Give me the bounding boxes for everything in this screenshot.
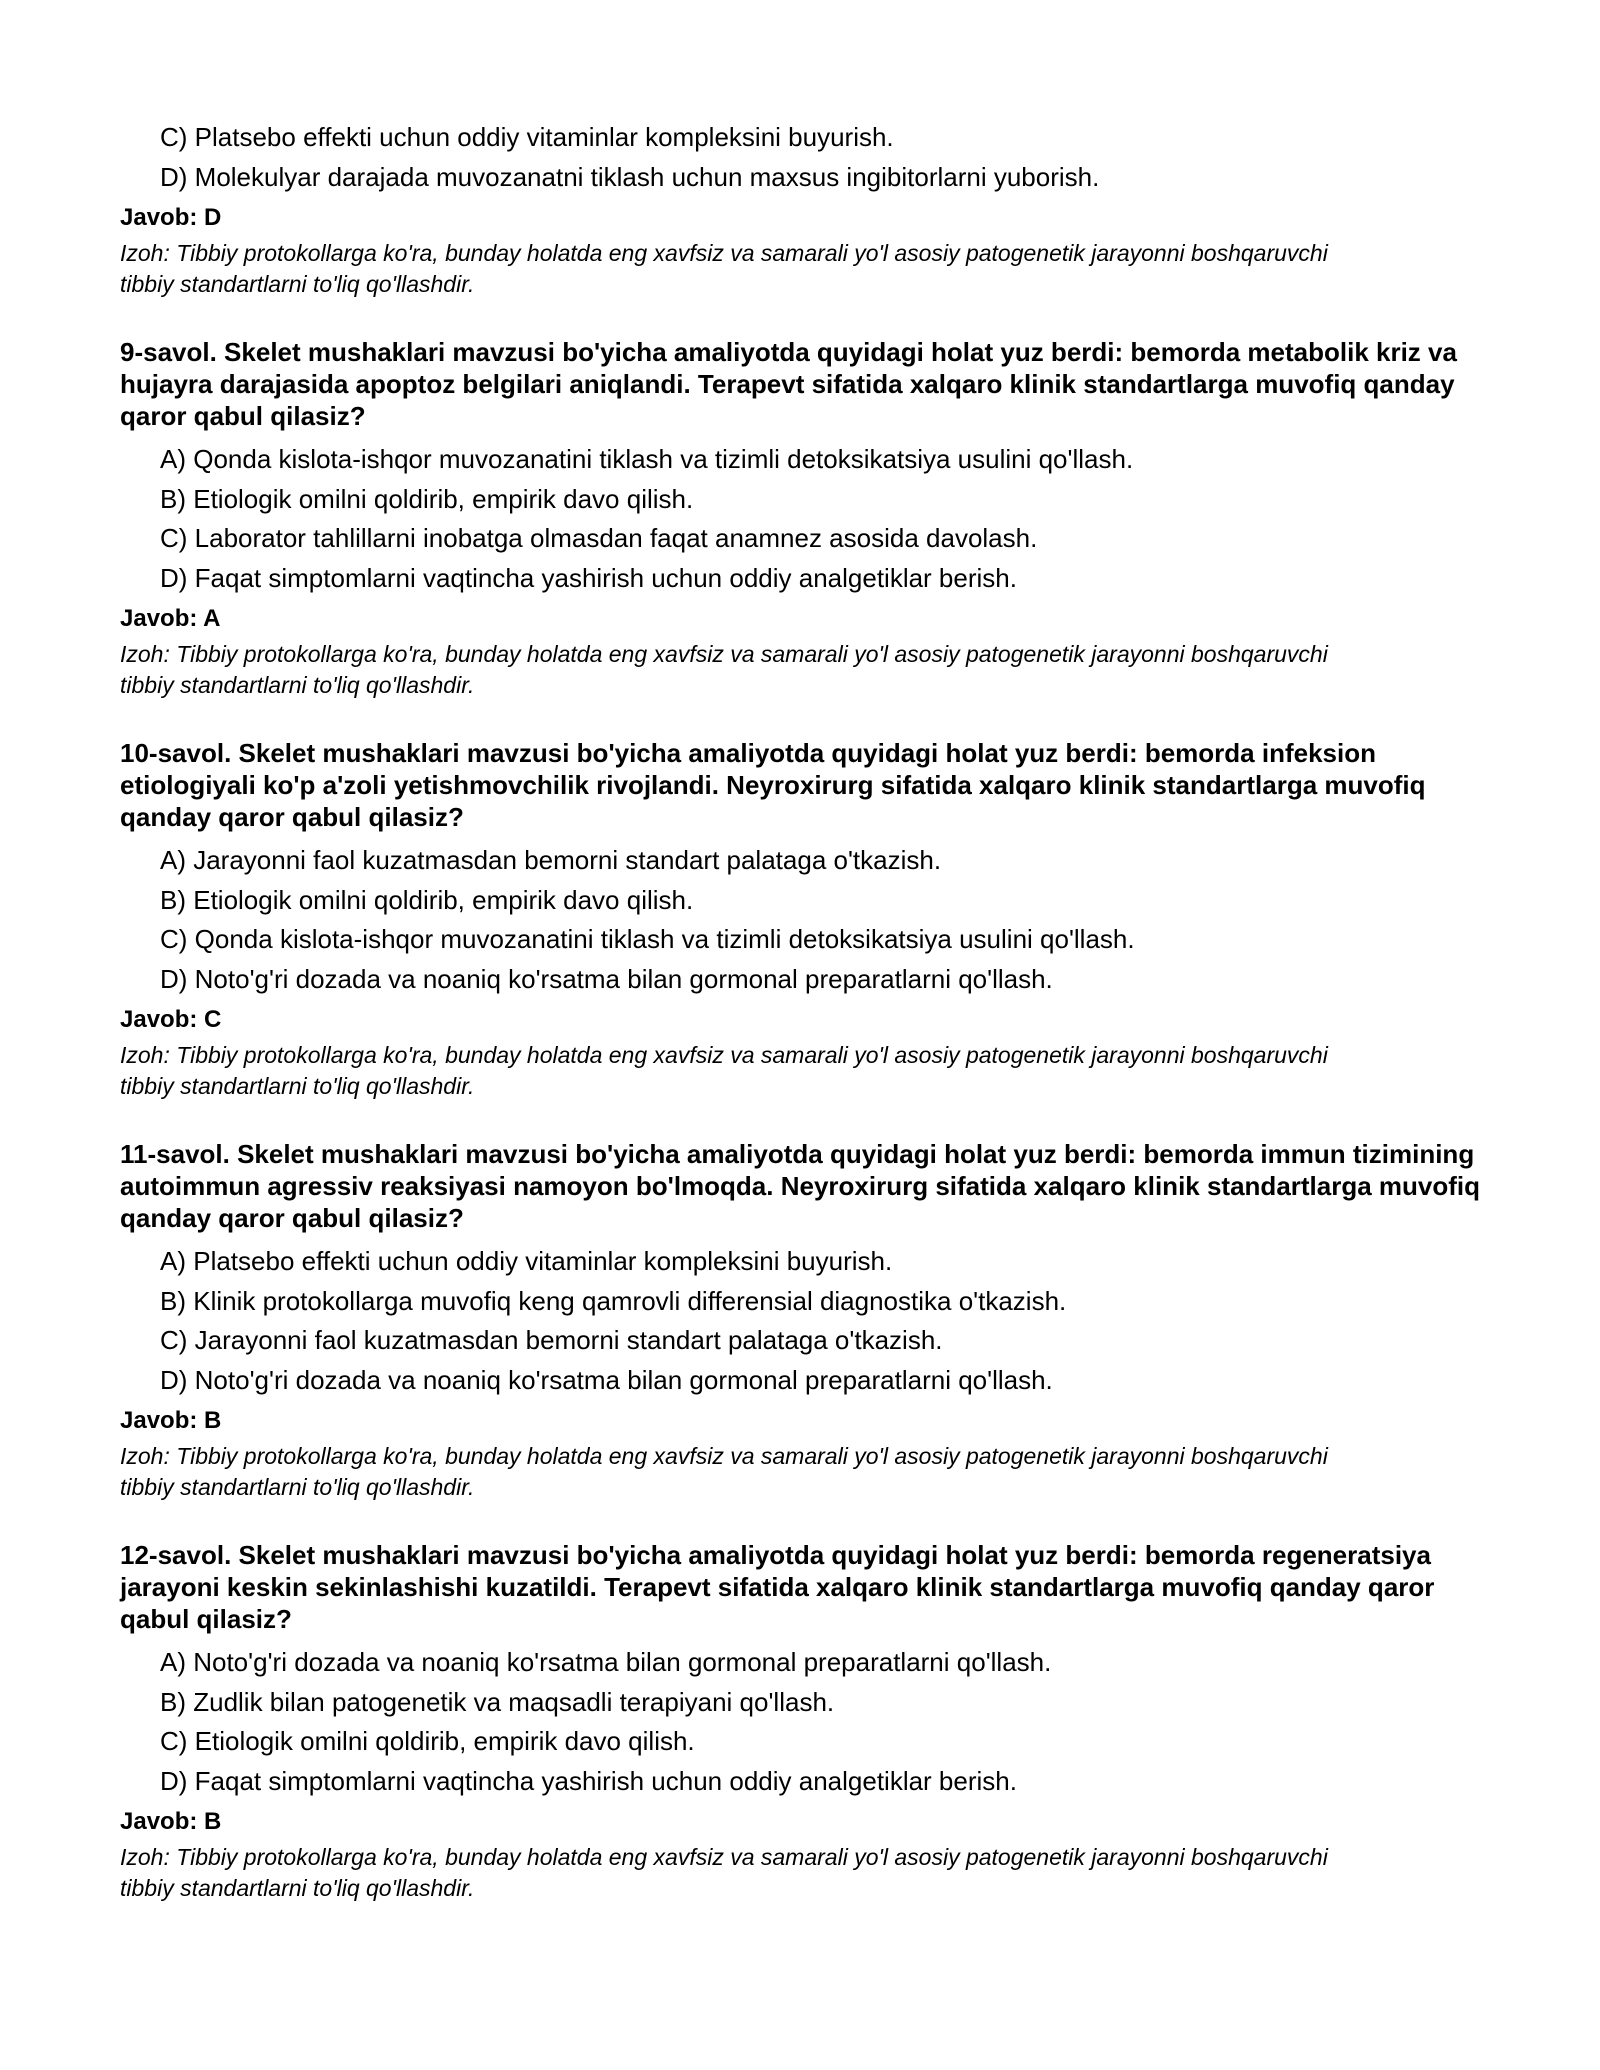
question-12 [120,1539,1500,1904]
option-c: C) Etiologik omilni qoldirib, empirik davo qilish. [160,1726,695,1756]
option-d: D) Faqat simptomlarni vaqtincha yashirish uchun oddiy analgetiklar berish. [160,1765,1017,1796]
option-d: D) Molekulyar darajada muvozanatni tiklash uchun maxsus ingibitorlarni yuborish. [160,161,1100,192]
question-title: 11-savol. Skelet mushaklari mavzusi bo'yicha amaliyotda quyidagi holat yuz berdi: bemorda immun tizimining autoimmun agressiv reaksiyasi namoyon bo'lmoqda. Neyroxirurg sifatida xalqaro klinik standartlarga muvofiq qanday qaror qabul qilasiz? [120,1139,1481,1233]
question-title: 10-savol. Skelet mushaklari mavzusi bo'yicha amaliyotda quyidagi holat yuz berdi: bemorda infeksion etiologiyali ko'p a'zoli yetishmovchilik rivojlandi. Neyroxirurg sifatida xalqaro klinik standartlarga muvofiq qanday qaror qabul qilasiz? [120,738,1426,832]
option-d: D) Noto'g'ri dozada va noaniq ko'rsatma bilan gormonal preparatlarni qo'llash. [160,1364,1053,1395]
answer-label: Javob: A [120,605,221,632]
question-title: 12-savol. Skelet mushaklari mavzusi bo'yicha amaliyotda quyidagi holat yuz berdi: bemorda regeneratsiya jarayoni keskin sekinlashishi kuzatildi. Terapevt sifatida xalqaro klinik standartlarga muvofiq qanday qaror qabul qilasiz? [120,1540,1435,1634]
option-a: A) Jarayonni faol kuzatmasdan bemorni standart palataga o'tkazish. [160,845,942,875]
explanation-note: Izoh: Tibbiy protokollarga ko'ra, bunday holatda eng xavfsiz va samarali yo'l asosiy patogenetik jarayonni boshqaruvchi tibbiy standartlarni to'liq qo'llashdir. [120,240,1328,297]
answer-label: Javob: B [120,1407,222,1434]
question-11 [120,1138,1500,1503]
answer-label: Javob: B [120,1808,222,1835]
option-c: C) Platsebo effekti uchun oddiy vitaminlar kompleksini buyurish. [160,122,894,152]
question-10 [120,737,1500,1102]
option-c: C) Laborator tahlillarni inobatga olmasdan faqat anamnez asosida davolash. [160,523,1038,553]
answer-label: Javob: C [120,1006,222,1033]
option-a: A) Noto'g'ri dozada va noaniq ko'rsatma bilan gormonal preparatlarni qo'llash. [160,1647,1052,1677]
question-fragment-8 [120,118,1500,300]
explanation-note: Izoh: Tibbiy protokollarga ko'ra, bunday holatda eng xavfsiz va samarali yo'l asosiy patogenetik jarayonni boshqaruvchi tibbiy standartlarni to'liq qo'llashdir. [120,641,1328,698]
option-b: B) Zudlik bilan patogenetik va maqsadli terapiyani qo'llash. [160,1686,835,1717]
option-b: B) Etiologik omilni qoldirib, empirik davo qilish. [160,884,694,915]
answer-label: Javob: D [120,204,222,231]
explanation-note: Izoh: Tibbiy protokollarga ko'ra, bunday holatda eng xavfsiz va samarali yo'l asosiy patogenetik jarayonni boshqaruvchi tibbiy standartlarni to'liq qo'llashdir. [120,1443,1328,1500]
option-b: B) Klinik protokollarga muvofiq keng qamrovli differensial diagnostika o'tkazish. [160,1285,1067,1316]
option-c: C) Qonda kislota-ishqor muvozanatini tiklash va tizimli detoksikatsiya usulini qo'llash. [160,924,1135,954]
option-a: A) Platsebo effekti uchun oddiy vitaminlar kompleksini buyurish. [160,1246,893,1276]
option-b: B) Etiologik omilni qoldirib, empirik davo qilish. [160,483,694,514]
option-d: D) Faqat simptomlarni vaqtincha yashirish uchun oddiy analgetiklar berish. [160,562,1017,593]
explanation-note: Izoh: Tibbiy protokollarga ko'ra, bunday holatda eng xavfsiz va samarali yo'l asosiy patogenetik jarayonni boshqaruvchi tibbiy standartlarni to'liq qo'llashdir. [120,1042,1328,1099]
option-c: C) Jarayonni faol kuzatmasdan bemorni standart palataga o'tkazish. [160,1325,943,1355]
question-9 [120,336,1500,701]
explanation-note: Izoh: Tibbiy protokollarga ko'ra, bunday holatda eng xavfsiz va samarali yo'l asosiy patogenetik jarayonni boshqaruvchi tibbiy standartlarni to'liq qo'llashdir. [120,1844,1328,1901]
option-d: D) Noto'g'ri dozada va noaniq ko'rsatma bilan gormonal preparatlarni qo'llash. [160,963,1053,994]
option-a: A) Qonda kislota-ishqor muvozanatini tiklash va tizimli detoksikatsiya usulini qo'llash. [160,444,1134,474]
question-title: 9-savol. Skelet mushaklari mavzusi bo'yicha amaliyotda quyidagi holat yuz berdi: bemorda metabolik kriz va hujayra darajasida apoptoz belgilari aniqlandi. Terapevt sifatida xalqaro klinik standartlarga muvofiq qanday qaror qabul qilasiz? [120,337,1457,431]
document-page [120,118,1500,1904]
